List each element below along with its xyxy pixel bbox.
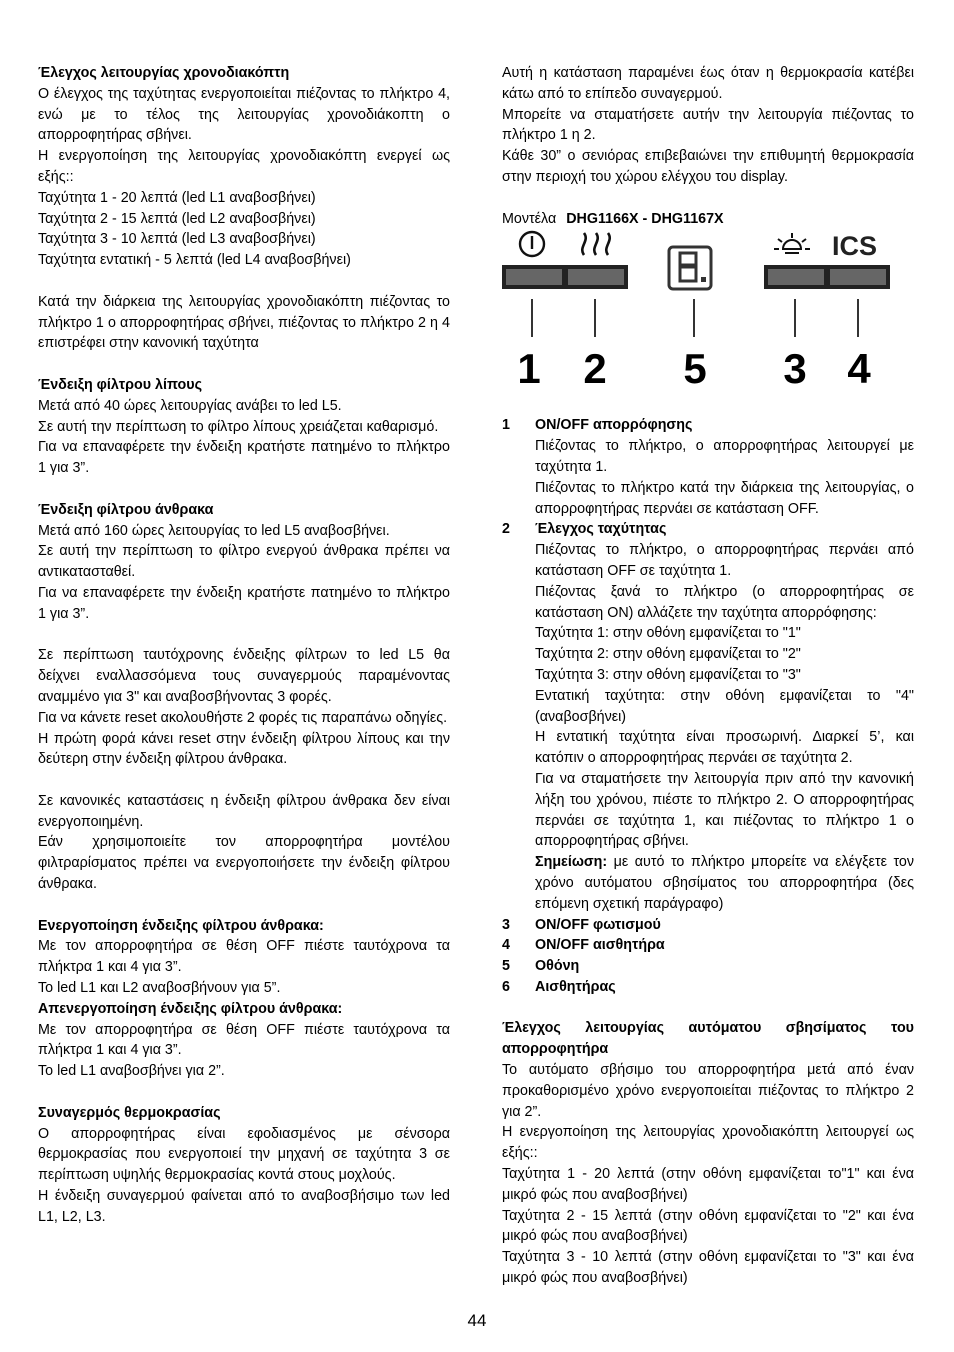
- deactivation-heading: Απενεργοποίηση ένδειξης φίλτρου άνθρακα:: [38, 1000, 343, 1017]
- alarm-paragraph-3: Αυτή η κατάσταση παραμένει έως όταν η θερμοκρασία κατέβει κάτω από το επίπεδο συναγερμού.: [502, 65, 914, 102]
- activation-paragraph-2: Το led L1 και L2 αναβοσβήνουν για 5”.: [38, 980, 281, 997]
- item-4: [502, 935, 914, 956]
- auto-off-heading: Έλεγχος λειτουργίας αυτόματου σβησίματος του απορροφητήρα: [502, 1020, 914, 1058]
- item-4-label: ON/OFF αισθητήρα: [535, 937, 665, 954]
- heat-waves-icon: [582, 233, 609, 255]
- auto-off-paragraph-2: Η ενεργοποίηση της λειτουργίας χρονοδιακόπτη λειτουργεί ως εξής::: [502, 1124, 914, 1162]
- item-2-note: [535, 852, 914, 914]
- timer-heading: Έλεγχος λειτουργίας χρονοδιακόπτη: [38, 65, 290, 81]
- button-1[interactable]: [506, 269, 562, 285]
- both-filters-paragraph-1: Σε περίπτωση ταυτόχρονης ένδειξης φίλτρων το led L5 θα δείχνει εναλλασσόμενα τους συναγερμούς παραμένοντας αναμμένο για 3" και αναβοσβήνοντας 3 φορές.: [38, 647, 450, 705]
- control-panel-figure: [502, 229, 914, 415]
- item-1-number: 1: [502, 417, 510, 434]
- right-column: [502, 63, 914, 1289]
- grease-paragraph-1: Μετά από 40 ώρες λειτουργίας ανάβει το led L5.: [38, 397, 342, 414]
- item-2-text-2: Πιέζοντας ξανά το πλήκτρο (ο απορροφητήρας σε κατάσταση ΟΝ) αλλάζετε την ταχύτητα απορρόφησης:: [535, 583, 914, 621]
- activation-paragraph-1: Με τον απορροφητήρα σε θέση OFF πιέστε ταυτόχρονα τα πλήκτρα 1 και 4 για 3”.: [38, 938, 450, 976]
- item-3-number: 3: [502, 916, 510, 933]
- item-2: [502, 519, 914, 540]
- deactivation-paragraph-2: Το led L1 αναβοσβήνει για 2”.: [38, 1063, 225, 1080]
- carbon-paragraph-3: Για να επαναφέρετε την ένδειξη κρατήστε πατημένο το πλήκτρο 1 για 3”.: [38, 584, 450, 622]
- item-2-number: 2: [502, 521, 510, 538]
- auto-off-paragraph-1: Το αυτόματο σβήσιμο του απορροφητήρα μετά από έναν προκαθορισμένο χρόνο ενεργοποιείται πιέζοντας το πλήκτρο 2 για 2”.: [502, 1062, 914, 1120]
- activation-heading: Ενεργοποίηση ένδειξης φίλτρου άνθρακα:: [38, 917, 324, 934]
- timer-paragraph-3: Κατά την διάρκεια της λειτουργίας χρονοδιακόπτη πιέζοντας το πλήκτρο 1 ο απορροφητήρας σβήνει, πιέζοντας το πλήκτρο 2 η 4 επιστρέφει στην κανονική ταχύτητα: [38, 293, 450, 352]
- ics-icon: ICS: [832, 231, 878, 262]
- item-1-label: ON/OFF απορρόφησης: [535, 417, 693, 434]
- item-2-text-5: Ταχύτητα 3: στην οθόνη εμφανίζεται το "3": [535, 666, 801, 683]
- page-number: 44: [467, 1311, 487, 1330]
- both-filters-paragraph-2: Για να κάνετε reset ακολουθήστε 2 φορές τις παραπάνω οδηγίες.: [38, 709, 448, 726]
- panel-number-4: 4: [847, 345, 871, 393]
- button-2[interactable]: [568, 269, 624, 285]
- auto-off-paragraph-3: Ταχύτητα 1 - 20 λεπτά (στην οθόνη εμφανίζεται το"1" και ένα μικρό φώς που αναβοσβήνει): [502, 1166, 914, 1203]
- timer-paragraph-2: Η ενεργοποίηση της λειτουργίας χρονοδιακόπτη ενεργεί ως εξής::: [38, 148, 450, 185]
- grease-paragraph-3: Για να επαναφέρετε την ένδειξη κρατήστε πατημένο το πλήκτρο 1 για 3”.: [38, 439, 450, 477]
- timer-paragraph-1: Ο έλεγχος της ταχύτητας ενεργοποιείται πιέζοντας το πλήκτρο 4, ενώ με το τέλος της λειτουργίας χρονοδιάκοπτη ο απορροφητήρας σβήνει.: [38, 85, 450, 144]
- normal-paragraph-1: Σε κανονικές καταστάσεις η ένδειξη φίλτρου άνθρακα δεν είναι ενεργοποιημένη.: [38, 792, 450, 830]
- item-2-text-8: Για να σταματήσετε την λειτουργία πριν από την κανονική λήξη του χρόνου, πιέστε το πλήκτρο 2. Ο απορροφητήρας περνάει σε ταχύτητα 1, και πιέζοντας το πλήκτρο 1 ο απορροφητήρας σβήνει.: [535, 770, 914, 850]
- grease-paragraph-2: Σε αυτή την περίπτωση το φίλτρο λίπους χρειάζεται καθαρισμό.: [38, 418, 439, 435]
- item-2-text-4: Ταχύτητα 2: στην οθόνη εμφανίζεται το "2": [535, 646, 801, 663]
- alarm-paragraph-2: Η ένδειξη συναγερμού φαίνεται από το αναβοσβήσιμο των led L1, L2, L3.: [38, 1188, 450, 1225]
- item-6-number: 6: [502, 978, 510, 995]
- models-label: Μοντέλα: [502, 210, 557, 227]
- panel-number-5: 5: [683, 345, 707, 393]
- item-2-text-6: Εντατική ταχύτητα: στην οθόνη εμφανίζεται το "4" (αναβοσβήνει): [535, 687, 914, 725]
- item-4-number: 4: [502, 937, 510, 954]
- button-4[interactable]: [830, 269, 886, 285]
- timer-line-3: Ταχύτητα 3 - 10 λεπτά (led L3 αναβοσβήνει): [38, 231, 316, 248]
- item-1-text-1: Πιέζοντας το πλήκτρο, ο απορροφητήρας λειτουργεί με ταχύτητα 1.: [535, 438, 914, 475]
- normal-paragraph-2: Εάν χρησιμοποιείτε τον απορροφητήρα μοντέλου φιλτραρίσματος πρέπει να ενεργοποιήσετε την ένδειξη φίλτρου άνθρακα.: [38, 834, 450, 893]
- panel-number-1: 1: [517, 345, 541, 393]
- button-3[interactable]: [768, 269, 824, 285]
- alarm-paragraph-5: Κάθε 30” ο σενιόρας επιβεβαιώνει την επιθυμητή θερμοκρασία στην περιοχή του χώρου ελέγχου του display.: [502, 148, 914, 185]
- item-6-label: Αισθητήρας: [535, 978, 616, 995]
- model-names: DHG1166X - DHG1167X: [566, 210, 724, 227]
- timer-line-2: Ταχύτητα 2 - 15 λεπτά (led L2 αναβοσβήνει): [38, 210, 316, 227]
- item-1: [502, 415, 914, 436]
- item-2-label: Έλεγχος ταχύτητας: [535, 521, 667, 538]
- alarm-paragraph-4: Μπορείτε να σταματήσετε αυτήν την λειτουργία πιέζοντας το πλήκτρο 1 η 2.: [502, 106, 914, 144]
- panel-number-3: 3: [783, 345, 807, 393]
- carbon-paragraph-2: Σε αυτή την περίπτωση το φίλτρο ενεργού άνθρακα πρέπει να αντικατασταθεί.: [38, 543, 450, 581]
- light-bulb-icon: [774, 233, 810, 253]
- both-filters-paragraph-3: Η πρώτη φορά κάνει reset στην ένδειξη φίλτρου λίπους και την δεύτερη στην ένδειξη φίλτρου άνθρακα.: [38, 730, 450, 768]
- auto-off-paragraph-5: Ταχύτητα 3 - 10 λεπτά (στην οθόνη εμφανίζεται το "3" και ένα μικρό φώς που αναβοσβήνει): [502, 1249, 914, 1287]
- item-2-text-7: Η εντατική ταχύτητα είναι προσωρινή. Διαρκεί 5’, και κατόπιν ο απορροφητήρας περνάει σε ταχύτητα 2.: [535, 729, 914, 767]
- carbon-paragraph-1: Μετά από 160 ώρες λειτουργίας το led L5 αναβοσβήνει.: [38, 522, 390, 539]
- note-text: με αυτό το πλήκτρο μπορείτε να ελέγξετε τον χρόνο αυτόματου σβησίματος του απορροφητήρα (δες επόμενη σχετική παράγραφο): [535, 854, 914, 912]
- auto-off-paragraph-4: Ταχύτητα 2 - 15 λεπτά (στην οθόνη εμφανίζεται το "2" και ένα μικρό φώς που αναβοσβήνει): [502, 1207, 914, 1245]
- item-5-number: 5: [502, 958, 510, 975]
- left-column: [38, 63, 450, 1228]
- grease-filter-heading: Ένδειξη φίλτρου λίπους: [38, 376, 203, 393]
- deactivation-paragraph-1: Με τον απορροφητήρα σε θέση OFF πιέστε ταυτόχρονα τα πλήκτρα 1 και 4 για 3”.: [38, 1021, 450, 1059]
- timer-line-1: Ταχύτητα 1 - 20 λεπτά (led L1 αναβοσβήνει): [38, 189, 316, 206]
- note-label: Σημείωση:: [535, 854, 608, 871]
- item-6: [502, 977, 914, 998]
- panel-number-2: 2: [583, 345, 607, 393]
- item-5: [502, 956, 914, 977]
- item-2-text-1: Πιέζοντας το πλήκτρο, ο απορροφητήρας περνάει από κατάσταση OFF σε ταχύτητα 1.: [535, 542, 914, 579]
- models-line: [502, 209, 914, 230]
- item-3: [502, 915, 914, 936]
- carbon-filter-heading: Ένδειξη φίλτρου άνθρακα: [38, 501, 214, 518]
- item-5-label: Οθόνη: [535, 958, 580, 975]
- power-icon: [520, 232, 544, 256]
- control-panel-diagram: [502, 229, 914, 415]
- item-2-text-3: Ταχύτητα 1: στην οθόνη εμφανίζεται το "1": [535, 625, 801, 642]
- alarm-paragraph-1: Ο απορροφητήρας είναι εφοδιασμένος με σένσορα θερμοκρασίας που ενεργοποιεί την μηχανή σε ταχύτητα 3 σε περίπτωση υψηλής θερμοκρασίας κοντά στους μοχλούς.: [38, 1125, 450, 1184]
- item-1-text-2: Πιέζοντας το πλήκτρο κατά την διάρκεια της λειτουργίας, ο απορροφητήρας περνάει σε κατάσταση OFF.: [535, 479, 914, 517]
- timer-line-4: Ταχύτητα εντατική - 5 λεπτά (led L4 αναβοσβήνει): [38, 252, 351, 269]
- item-3-label: ON/OFF φωτισμού: [535, 916, 661, 933]
- seven-segment-display-icon: [669, 247, 711, 289]
- temperature-alarm-heading: Συναγερμός θερμοκρασίας: [38, 1104, 221, 1121]
